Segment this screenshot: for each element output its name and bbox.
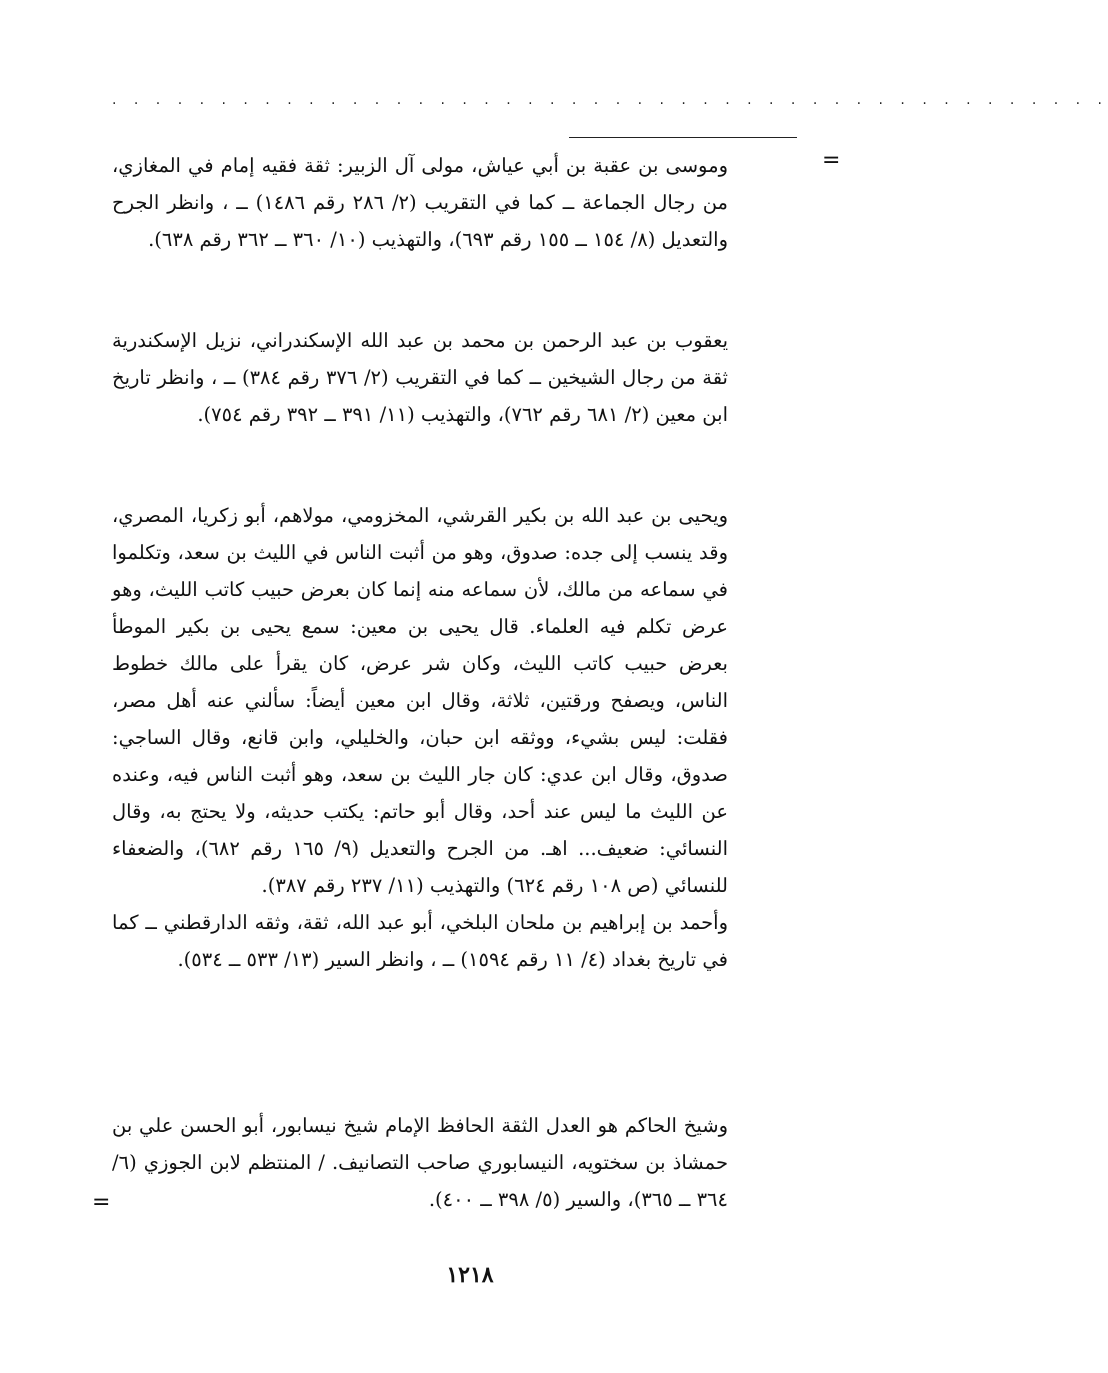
footnote-paragraph-ahmad-ibn-milhan: وأحمد بن إبراهيم بن ملحان البلخي، أبو عبد الله، ثقة، وثقه الدارقطني ــ كما في تاريخ بغداد (٤/ ١١ رقم ١٥٩٤) ــ ، وانظر السير (١٣/ ٥٣٣ ــ ٥٣٤). bbox=[112, 911, 728, 971]
footnote-paragraph: ويحيى بن عبد الله بن بكير القرشي، المخزومي، مولاهم، أبو زكريا، المصري، وقد ينسب إلى جده: صدوق، وهو من أثبت الناس في الليث بن سعد، وتكلموا في سماعه من مالك، لأن سماعه منه إنما كان بعرض حبيب كاتب الليث، وهو عرض تكلم فيه العلماء. قال يحيى بن معين: سمع يحيى بن بكير الموطأ بعرض حبيب كاتب الليث، وكان شر عرض، كان يقرأ على مالك خطوط الناس، ويصفح ورقتين، ثلاثة، وقال ابن معين أيضاً: سألني عنه أهل مصر، فقلت: ليس بشيء، ووثقه ابن حبان، والخليلي، وابن قانع، وقال الساجي: صدوق، وقال ابن عدي: كان جار الليث بن سعد، وهو أثبت الناس فيه، وعنده عن الليث ما ليس عند أحد، وقال أبو حاتم: يكتب حديثه، ولا يحتج به، وقال النسائي: ضعيف... اهـ. من الجرح والتعديل (٩/ ١٦٥ رقم ٦٨٢)، والضعفاء للنسائي (ص ١٠٨ رقم ٦٢٤) والتهذيب (١١/ ٢٣٧ رقم ٣٨٧). bbox=[112, 504, 729, 897]
footnote-separator-rule bbox=[569, 137, 797, 138]
footnote-musa-ibn-uqba bbox=[112, 147, 728, 258]
footnote-paragraph: يعقوب بن عبد الرحمن بن محمد بن عبد الله الإسكندراني، نزيل الإسكندرية ثقة من رجال الشيخين ــ كما في التقريب (٢/ ٣٧٦ رقم ٣٨٤) ــ ، وانظر تاريخ ابن معين (٢/ ٦٨١ رقم ٧٦٢)، والتهذيب (١١/ ٣٩١ ــ ٣٩٢ رقم ٧٥٤). bbox=[112, 329, 728, 426]
footnote-paragraph: وموسى بن عقبة بن أبي عياش، مولى آل الزبير: ثقة فقيه إمام في المغازي، من رجال الجماعة ــ كما في التقريب (٢/ ٢٨٦ رقم ١٤٨٦) ــ ، وانظر الجرح والتعديل (٨/ ١٥٤ ــ ١٥٥ رقم ٦٩٣)، والتهذيب (١٠/ ٣٦٠ ــ ٣٦٢ رقم ٦٣٨). bbox=[112, 154, 728, 251]
continuation-marker-top: = bbox=[822, 148, 841, 173]
continuation-marker-bottom: = bbox=[92, 1190, 111, 1215]
footnote-yaqub-ibn-abd-al-rahman bbox=[112, 322, 728, 433]
header-dotted-line: . . . . . . . . . . . . . . . . . . . . . . . . . . . . . . . . . . . . . . . . . . . . . . bbox=[112, 92, 1108, 108]
footnote-paragraph: وشيخ الحاكم هو العدل الثقة الحافظ الإمام شيخ نيسابور، أبو الحسن علي بن حمشاذ بن سختويه، النيسابوري صاحب التصانيف. / المنتظم لابن الجوزي (٦/ ٣٦٤ ــ ٣٦٥)، والسير (٥/ ٣٩٨ ــ ٤٠٠). bbox=[112, 1114, 728, 1211]
footnote-hakim-shaykh bbox=[112, 1107, 728, 1218]
page-number: ١٢١٨ bbox=[446, 1262, 494, 1288]
footnote-yahya-ibn-bukayr bbox=[112, 497, 728, 978]
